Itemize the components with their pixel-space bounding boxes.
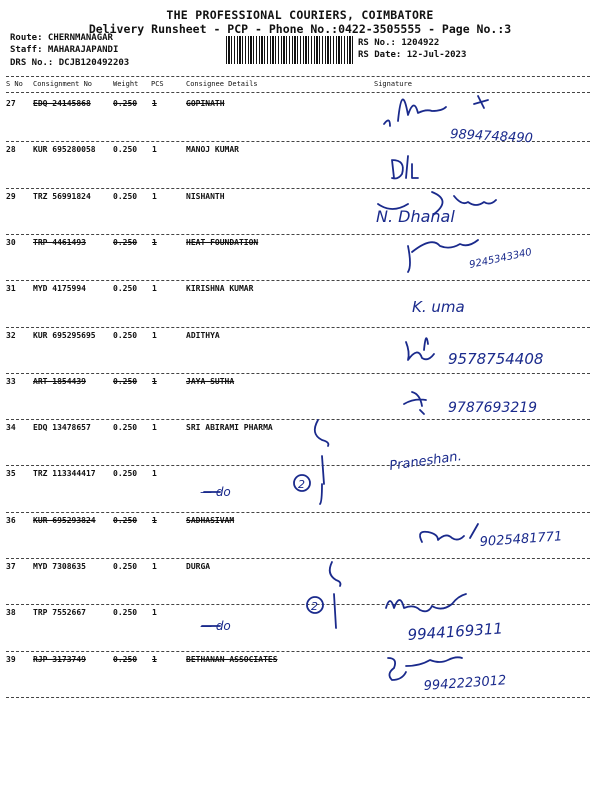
row-weight: 0.250	[113, 145, 138, 155]
handwritten-phone-30: 9245343340	[468, 246, 533, 271]
table-row	[6, 423, 586, 469]
row-consignment-no: TRZ 56991824	[33, 191, 91, 201]
row-weight: 0.250	[113, 469, 138, 479]
row-consignment-no: MYD 4175994	[33, 284, 86, 294]
handwritten-phone-33: 9787693219	[448, 400, 538, 416]
row-consignee: HEAT FOUNDATION	[186, 237, 259, 247]
table-row	[6, 238, 586, 284]
row-consignee: MANOJ KUMAR	[186, 145, 239, 155]
row-consignment-no: KUR 695293824	[33, 515, 96, 525]
row-weight: 0.250	[113, 376, 138, 386]
row-consignee: BETHANAN ASSOCIATES	[186, 654, 278, 664]
col-pcs: PCS	[151, 80, 164, 88]
handwritten-phone-38: 9944169311	[407, 619, 504, 644]
col-weight: Weight	[113, 80, 139, 88]
divider	[6, 604, 590, 605]
row-weight: 0.250	[113, 99, 138, 108]
row-weight: 0.250	[113, 330, 138, 340]
row-pcs: 1	[152, 654, 157, 664]
row-consignment-no: TRZ 113344417	[33, 469, 96, 479]
col-consignment: Consignment No	[33, 80, 93, 88]
divider	[6, 558, 590, 559]
divider	[6, 465, 590, 466]
handwritten-phone-36: 9025481771	[479, 529, 563, 550]
table-row	[6, 377, 586, 423]
rs-date: RS Date: 12-Jul-2023	[358, 50, 467, 60]
staff-label: Staff: MAHARAJAPANDI	[10, 45, 119, 55]
table-row	[6, 469, 586, 515]
row-sno: 29	[6, 191, 16, 201]
barcode	[226, 36, 354, 64]
row-consignee: NISHANTH	[186, 191, 225, 201]
row-sno: 30	[6, 237, 16, 247]
row-consignment-no: KUR 695295695	[33, 330, 96, 340]
row-sno: 27	[6, 99, 16, 108]
row-sno: 35	[6, 469, 16, 479]
row-sno: 32	[6, 330, 16, 340]
rs-number: RS No.: 1204922	[358, 38, 440, 48]
handwritten-circle-35: 2	[298, 478, 305, 491]
row-pcs: 1	[152, 423, 157, 433]
divider	[6, 373, 590, 374]
table-row	[6, 655, 586, 701]
divider	[6, 188, 590, 189]
row-sno: 37	[6, 562, 16, 571]
col-consignee: Consignee Details	[186, 80, 258, 88]
row-consignee: SADHASIVAM	[186, 515, 235, 525]
row-weight: 0.250	[113, 515, 138, 525]
row-sno: 36	[6, 515, 16, 525]
handwritten-name-34: Praneshan.	[388, 448, 463, 474]
divider	[6, 651, 590, 652]
row-pcs: 1	[152, 608, 157, 618]
table-row	[6, 192, 586, 238]
handwritten-name-31: K. uma	[412, 298, 465, 316]
row-sno: 39	[6, 654, 16, 664]
row-weight: 0.250	[113, 237, 138, 247]
row-weight: 0.250	[113, 284, 138, 294]
row-consignee: JAYA SUTHA	[186, 376, 235, 386]
row-pcs: 1	[152, 330, 157, 340]
row-consignment-no: RJP 3173749	[33, 654, 86, 664]
page-subtitle: Delivery Runsheet - PCP - Phone No.:0422-3505555 - Page No.:3	[88, 22, 512, 36]
row-weight: 0.250	[113, 191, 138, 201]
row-consignment-no: MYD 7308635	[33, 562, 86, 571]
table-row	[6, 284, 586, 330]
row-pcs: 1	[152, 237, 157, 247]
row-pcs: 1	[152, 99, 157, 108]
table-row	[6, 145, 586, 191]
divider	[6, 141, 590, 142]
divider	[6, 419, 590, 420]
row-consignee: KIRISHNA KUMAR	[186, 284, 254, 294]
row-consignment-no: EDQ 24145868	[33, 99, 91, 108]
row-consignment-no: ART 1854439	[33, 376, 86, 386]
row-sno: 33	[6, 376, 16, 386]
row-weight: 0.250	[113, 562, 138, 571]
row-pcs: 1	[152, 191, 157, 201]
row-consignment-no: TRP 7552667	[33, 608, 86, 618]
row-weight: 0.250	[113, 423, 138, 433]
table-row	[6, 516, 586, 562]
row-consignment-no: TRP 4461493	[33, 237, 86, 247]
row-sno: 31	[6, 284, 16, 294]
handwritten-phone-27: 9894748490	[449, 127, 534, 147]
table-row	[6, 562, 586, 608]
table-row	[6, 608, 586, 654]
divider	[6, 280, 590, 281]
row-pcs: 1	[152, 376, 157, 386]
divider	[6, 234, 590, 235]
route-label: Route: CHERNMANAGAR	[10, 33, 113, 43]
row-pcs: 1	[152, 469, 157, 479]
col-sno: S No	[6, 80, 23, 88]
table-row	[6, 99, 586, 145]
row-consignee: ADITHYA	[186, 330, 220, 340]
row-weight: 0.250	[113, 608, 138, 618]
handwritten-phone-39: 9942223012	[423, 673, 507, 694]
row-pcs: 1	[152, 145, 157, 155]
handwritten-circle-38: 2	[311, 600, 318, 613]
handwritten-ditto-38: — do	[200, 619, 231, 633]
handwritten-ditto-35: — do	[200, 485, 231, 499]
divider	[6, 327, 590, 328]
row-pcs: 1	[152, 515, 157, 525]
col-signature: Signature	[374, 80, 412, 88]
row-sno: 28	[6, 145, 16, 155]
row-weight: 0.250	[113, 654, 138, 664]
divider	[6, 76, 590, 77]
drs-number: DRS No.: DCJB120492203	[10, 58, 130, 68]
table-row	[6, 331, 586, 377]
row-pcs: 1	[152, 284, 157, 294]
handwritten-phone-32: 9578754408	[448, 350, 544, 368]
handwritten-name-29: N. Dhanal	[376, 207, 455, 226]
row-pcs: 1	[152, 562, 157, 571]
row-consignee: SRI ABIRAMI PHARMA	[186, 423, 273, 433]
divider	[6, 512, 590, 513]
row-consignment-no: KUR 695280058	[33, 145, 96, 155]
row-consignment-no: EDQ 13478657	[33, 423, 91, 433]
divider	[6, 92, 590, 93]
row-consignee: DURGA	[186, 562, 211, 571]
row-consignee: GOPINATH	[186, 99, 225, 108]
row-sno: 38	[6, 608, 16, 618]
page-title: THE PROFESSIONAL COURIERS, COIMBATORE	[166, 8, 434, 22]
row-sno: 34	[6, 423, 16, 433]
divider	[6, 697, 590, 698]
